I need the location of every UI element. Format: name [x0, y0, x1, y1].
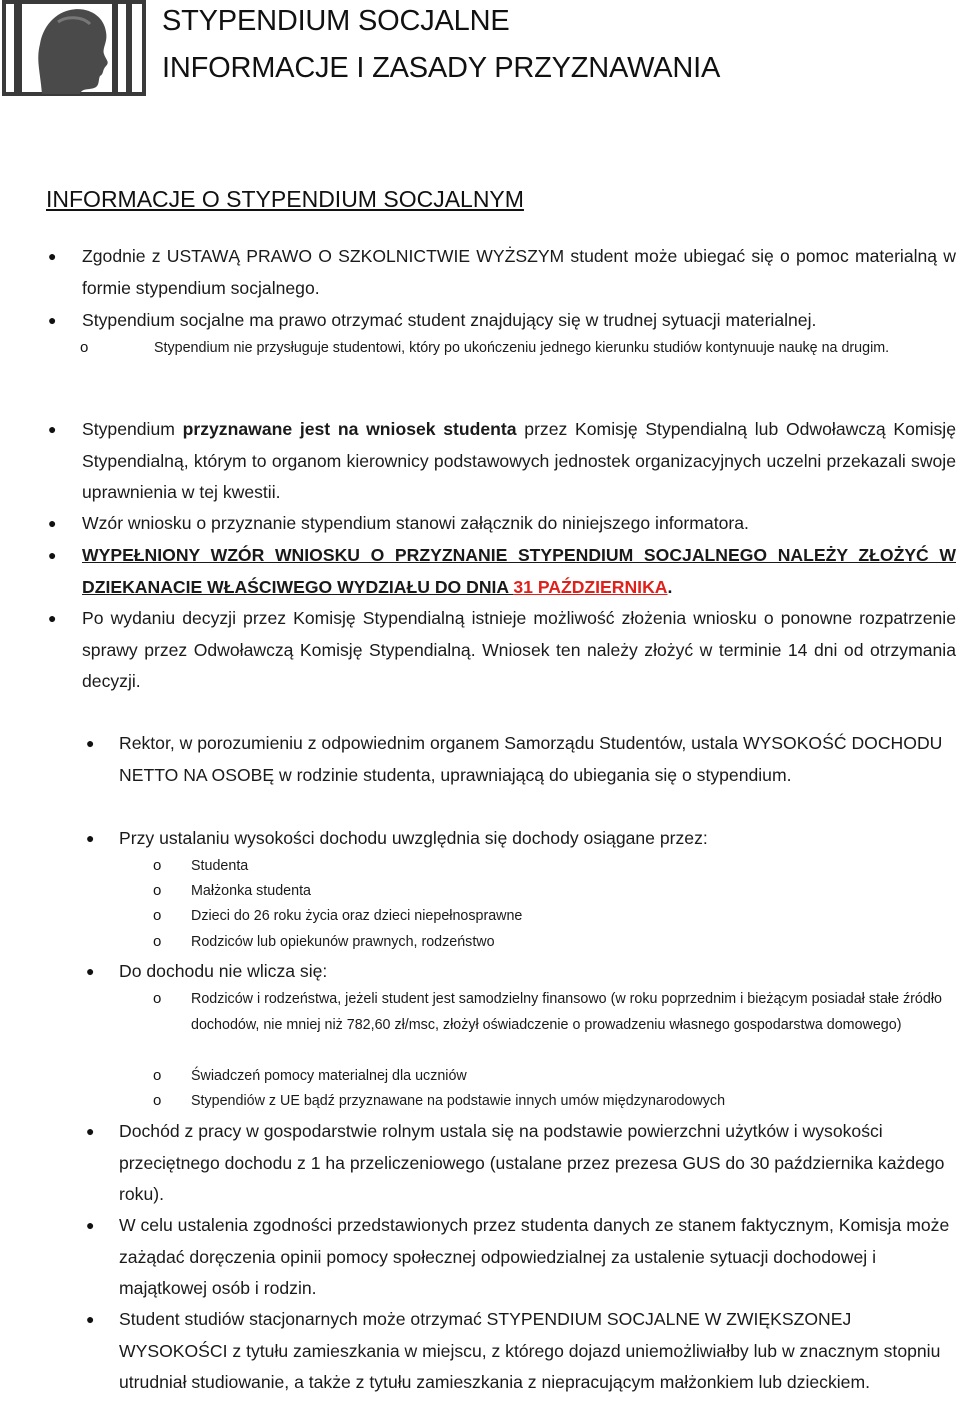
- list-item: [82, 508, 956, 540]
- list-item: [119, 956, 956, 988]
- sub-bullet-icon: o: [153, 857, 162, 874]
- university-logo: [2, 0, 146, 96]
- list-item-text-bold: przyznawane jest na wniosek studenta: [182, 419, 517, 439]
- list-item-text: Rektor, w porozumieniu z odpowiednim organem Samorządu Studentów, ustala WYSOKOŚĆ DOCHODU NETTO NA OSOBĘ w rodzinie studenta, uprawniającą do ubiegania się o stypendium.: [119, 733, 943, 785]
- sub-list-item: Rodziców i rodzeństwa, jeżeli student jest samodzielny finansowo (w roku poprzednim i bieżącym posiadał stałe źródło dochodów, nie mniej niż 782,60 zł/msc, złożył oświadczenie o prowadzeniu własnego gospodarstwa domowego): [191, 991, 942, 1033]
- list-item-text: Zgodnie z USTAWĄ PRAWO O SZKOLNICTWIE WYŻSZYM student może ubiegać się o pomoc materialną w formie stypendium socjalnego.: [82, 246, 956, 298]
- sub-list-item-text: Stypendium nie przysługuje studentowi, który po ukończeniu jednego kierunku studiów kontynuuje naukę na drugim.: [154, 340, 890, 356]
- list-item-text: Student studiów stacjonarnych może otrzymać STYPENDIUM SOCJALNE W ZWIĘKSZONEJ WYSOKOŚCI z tytułu zamieszkania w miejscu, z którego dojazd uniemożliwiałby lub w znacznym stopniu utrudniał studiowanie, a także z tytułu zamieszkania z niepracującym małżonkiem lub dzieckiem.: [119, 1309, 941, 1392]
- sub-bullet-icon: o: [153, 1092, 162, 1109]
- sub-list-item: Studenta: [191, 858, 249, 874]
- list-item: [119, 823, 956, 855]
- list-item-text: Dochód z pracy w gospodarstwie rolnym ustala się na podstawie powierzchni użytków i wysokości przeciętnego dochodu z 1 ha przeliczeniowego (ustalane przez prezesa GUS do 30 października każdego roku).: [119, 1121, 945, 1204]
- list-item-text: W celu ustalenia zgodności przedstawionych przez studenta danych ze stanem faktycznym, Komisja może zażądać doręczenia opinii pomocy społecznej odpowiedzialnej za ustalenie sytuacji dochodowej i majątkowej osób i rodzin.: [119, 1215, 950, 1298]
- bullet-icon: ●: [48, 421, 57, 437]
- list-item-text: Po wydaniu decyzji przez Komisję Stypendialną istnieje możliwość złożenia wniosku o ponowne rozpatrzenie sprawy przez Odwoławczą Komisję Stypendialną. Wniosek ten należy złożyć w terminie 14 dni od otrzymania decyzji.: [82, 608, 956, 691]
- bullet-icon: ●: [86, 735, 95, 751]
- list-item-text: Przy ustalaniu wysokości dochodu uwzględnia się dochody osiągane przez:: [119, 828, 708, 848]
- sub-bullet-icon: o: [153, 990, 162, 1007]
- sub-bullet-icon: o: [153, 907, 162, 924]
- bullet-icon: ●: [48, 610, 57, 626]
- list-item-text: Do dochodu nie wlicza się:: [119, 961, 328, 981]
- list-item: [119, 1210, 956, 1305]
- sub-bullet-icon: o: [153, 882, 162, 899]
- page-title-line-2: INFORMACJE I ZASADY PRZYZNAWANIA: [162, 52, 721, 84]
- list-item-text: Stypendium socjalne ma prawo otrzymać student znajdujący się w trudnej sytuacji materialnej.: [82, 310, 817, 330]
- sub-list-item: Świadczeń pomocy materialnej dla uczniów: [191, 1068, 467, 1084]
- sub-bullet-icon: o: [80, 339, 89, 356]
- sub-list-item: Stypendiów z UE bądź przyznawane na podstawie innych umów międzynarodowych: [191, 1093, 726, 1109]
- sub-bullet-icon: o: [153, 1067, 162, 1084]
- section-heading: INFORMACJE O STYPENDIUM SOCJALNYM: [46, 186, 524, 212]
- list-item-text-pre: Stypendium: [82, 419, 183, 439]
- list-item-text: Wzór wniosku o przyznanie stypendium stanowi załącznik do niniejszego informatora.: [82, 513, 749, 533]
- page-header: [0, 0, 960, 100]
- bullet-icon: ●: [48, 515, 57, 531]
- sub-bullet-icon: o: [153, 933, 162, 950]
- list-item: [82, 603, 956, 698]
- list-item: [82, 305, 956, 337]
- deadline-date: 31 PAŹDZIERNIKA: [513, 576, 668, 597]
- bullet-icon: ●: [86, 1217, 95, 1233]
- list-item: [119, 728, 956, 791]
- sub-list-item: Małżonka studenta: [191, 883, 312, 899]
- list-item: [82, 414, 956, 509]
- sub-list-item: [154, 336, 956, 362]
- deadline-period: .: [667, 576, 673, 597]
- sub-list-item: Dzieci do 26 roku życia oraz dzieci niepełnosprawne: [191, 908, 523, 924]
- deadline-text: WYPEŁNIONY WZÓR WNIOSKU O PRZYZNANIE STYPENDIUM SOCJALNEGO NALEŻY ZŁOŻYĆ W DZIEKANACIE WŁAŚCIWEGO WYDZIAŁU DO DNIA: [82, 545, 956, 597]
- list-item-deadline: [82, 540, 956, 603]
- sub-list-item: Rodziców lub opiekunów prawnych, rodzeństwo: [191, 934, 495, 950]
- list-item-text-post: przez Komisję Stypendialną lub Odwoławczą Komisję Stypendialną, którym to organom kierownicy podstawowych jednostek organizacyjnych uczelni przekazali swoje uprawnienia w tej kwestii.: [82, 419, 956, 502]
- list-item: [119, 1304, 956, 1399]
- bullet-icon: ●: [86, 963, 95, 979]
- page-title-line-1: STYPENDIUM SOCJALNE: [162, 5, 510, 37]
- bullet-icon: ●: [86, 830, 95, 846]
- bullet-icon: ●: [86, 1123, 95, 1139]
- bullet-icon: ●: [48, 547, 57, 563]
- list-item: [119, 1116, 956, 1211]
- bullet-icon: ●: [48, 312, 57, 328]
- list-item: [82, 241, 956, 304]
- bullet-icon: ●: [86, 1311, 95, 1327]
- bullet-icon: ●: [48, 248, 57, 264]
